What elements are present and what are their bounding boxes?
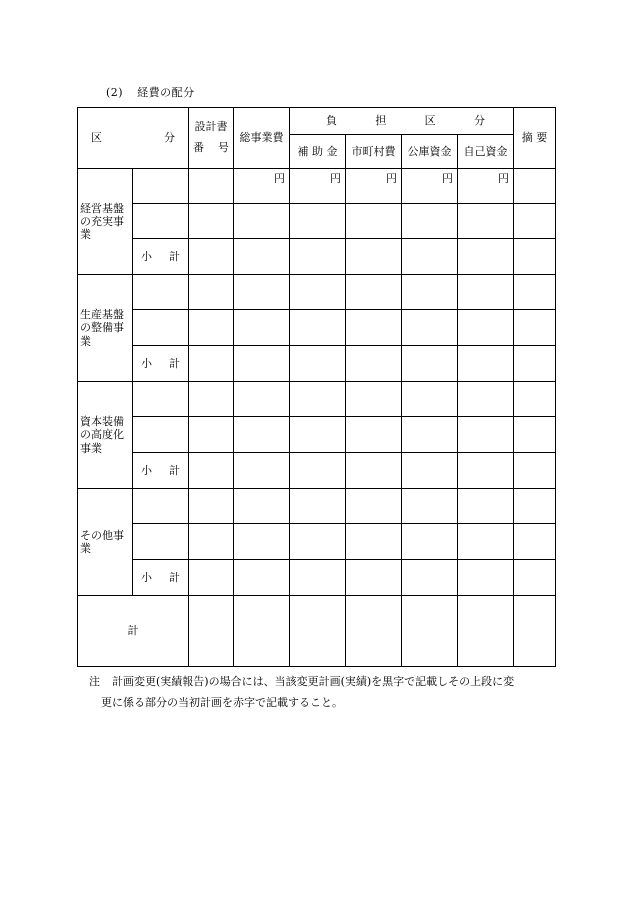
yen-unit: 円 [458, 169, 514, 204]
header-design-doc-number: 設計書 番 号 [189, 108, 234, 169]
subtotal-label: 小 計 [133, 346, 189, 382]
category-label: その他事 業 [78, 489, 133, 596]
header-remarks: 摘 要 [514, 108, 556, 169]
note-mark: 注 [89, 675, 100, 688]
header-subsidy: 補 助 金 [290, 135, 346, 169]
subtotal-label: 小 計 [133, 453, 189, 489]
budget-allocation-table [77, 107, 556, 667]
table-row-subtotal [78, 453, 556, 489]
header-own-fund: 自己資金 [458, 135, 514, 169]
section-heading [106, 84, 195, 100]
table-row [78, 524, 556, 560]
section-number: (2) [106, 86, 124, 99]
footnote [89, 671, 569, 714]
table-row-subtotal [78, 560, 556, 596]
table-row [78, 275, 556, 310]
table-row-grand-total [78, 596, 556, 667]
yen-unit: 円 [234, 169, 290, 204]
note-line-1: 計画変更(実績報告)の場合には、当該変更計画(実績)を黒字で記載しその上段に変 [112, 675, 515, 688]
header-public-fund: 公庫資金 [402, 135, 458, 169]
table-row [78, 382, 556, 417]
yen-unit: 円 [290, 169, 346, 204]
subtotal-label: 小 計 [133, 560, 189, 596]
category-label: 生産基盤 の整備事 業 [78, 275, 133, 382]
table-row [78, 204, 556, 239]
header-burden-division: 負 担 区 分 [290, 108, 514, 135]
grand-total-label: 計 [78, 596, 189, 667]
table-row-subtotal [78, 346, 556, 382]
category-label: 資本装備 の高度化 事業 [78, 382, 133, 489]
section-title: 経費の配分 [137, 86, 195, 99]
header-kubun: 区 分 [78, 108, 189, 169]
table-row [78, 489, 556, 524]
subtotal-label: 小 計 [133, 239, 189, 275]
yen-unit: 円 [346, 169, 402, 204]
table-row [78, 417, 556, 453]
note-line-2: 更に係る部分の当初計画を赤字で記載すること。 [101, 696, 343, 710]
category-label: 経営基盤 の充実事 業 [78, 169, 133, 275]
yen-unit: 円 [402, 169, 458, 204]
table-row [78, 310, 556, 346]
table-row [78, 169, 556, 204]
table-row-subtotal [78, 239, 556, 275]
header-municipal: 市町村費 [346, 135, 402, 169]
header-total-cost: 総事業費 [234, 108, 290, 169]
